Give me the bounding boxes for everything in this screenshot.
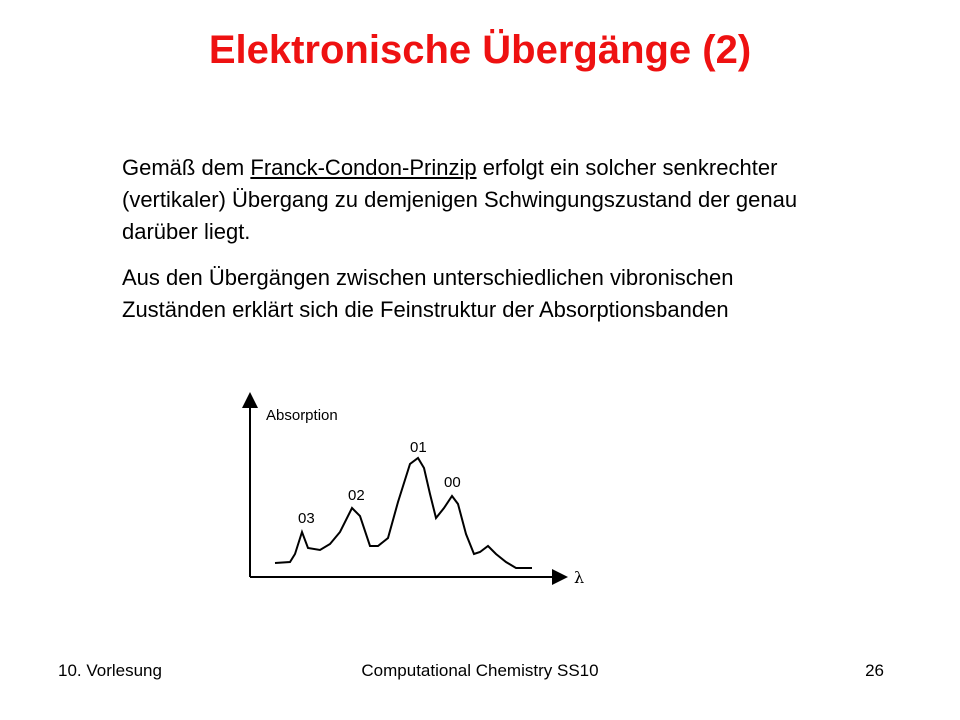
footer-page-number: 26 [865, 661, 884, 680]
peak-label-00: 00 [444, 474, 461, 491]
paragraph-text-before: Gemäß dem [122, 155, 251, 180]
peak-label-02: 02 [348, 487, 365, 504]
franck-condon-link[interactable]: Franck-Condon-Prinzip [250, 155, 477, 180]
footer-course: Computational Chemistry SS10 [361, 661, 599, 680]
absorption-chart [230, 392, 600, 592]
paragraph-text-after: erfolgt ein solcher senkrechter (vertikaler) Übergang zu demjenigen Schwingungszustand der genau darüber liegt. [122, 155, 798, 244]
peak-label-01: 01 [410, 439, 427, 456]
x-axis-label: λ [574, 568, 585, 587]
footer-lecture: 10. Vorlesung [58, 661, 162, 680]
peak-label-03: 03 [298, 510, 315, 527]
paragraph-franck-condon [122, 152, 822, 248]
slide-title: Elektronische Übergänge (2) [208, 28, 752, 72]
y-axis-label: Absorption [266, 407, 338, 424]
paragraph-feinstruktur: Aus den Übergängen zwischen unterschiedlichen vibronischen Zuständen erklärt sich die Feinstruktur der Absorptionsbanden [122, 265, 734, 322]
